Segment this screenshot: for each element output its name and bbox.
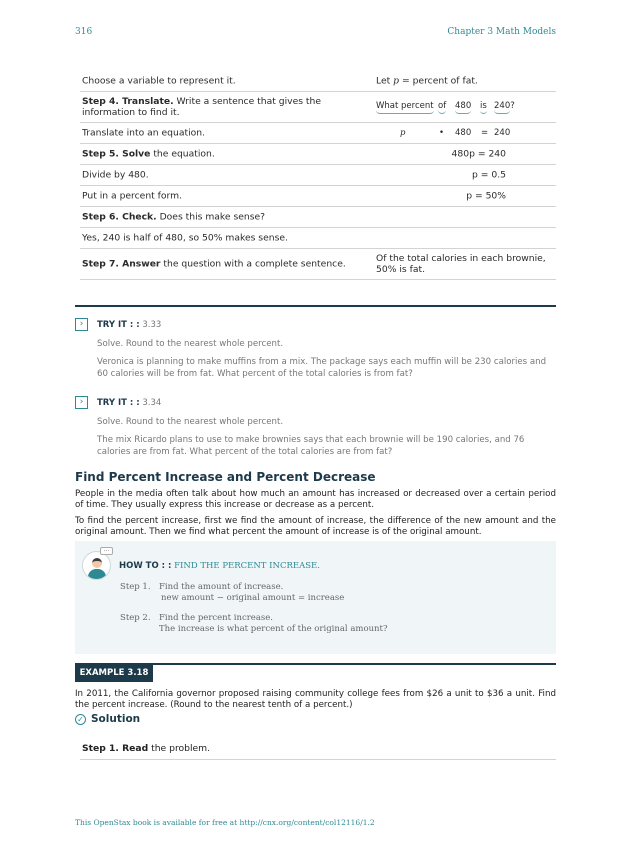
section-heading: Find Percent Increase and Percent Decrease	[75, 470, 376, 484]
speech-bubble-icon: ...	[100, 547, 113, 555]
eq-480: 480	[455, 128, 472, 138]
row-text: Put in a percent form.	[82, 190, 183, 202]
table-row	[80, 71, 556, 92]
eq-var: p	[400, 128, 406, 138]
try-it-title: TRY IT : : 3.33	[97, 320, 162, 330]
row-text: Translate into an equation.	[82, 127, 205, 139]
row-text: Yes, 240 is half of 480, so 50% makes sense.	[82, 232, 288, 244]
section-paragraph: People in the media often talk about how much an amount has increased or decreased over a certain period of time. They usually express this increase or decrease as a percent.	[75, 489, 556, 510]
avatar-icon	[82, 551, 111, 580]
check-circle-icon: ✓	[75, 714, 86, 725]
example-label: EXAMPLE 3.18	[75, 665, 153, 682]
chapter-title: Chapter 3 Math Models	[447, 27, 556, 37]
equation: p = 0.5	[472, 169, 506, 181]
table-row	[80, 144, 556, 165]
eq-240: 240	[494, 128, 511, 138]
row-text: Choose a variable to represent it.	[82, 75, 236, 87]
table-row	[80, 123, 556, 144]
row-text: Step 7. Answer the question with a complete sentence.	[82, 258, 346, 270]
row-text: Divide by 480.	[82, 169, 149, 181]
answer: Of the total calories in each brownie, 50% is fat.	[376, 253, 546, 275]
row-text: Step 5. Solve the equation.	[82, 148, 215, 160]
equation: p = 50%	[466, 190, 506, 202]
solution-step-1: Step 1. Read the problem.	[80, 740, 556, 760]
eq-times: •	[439, 128, 445, 138]
how-to-title: HOW TO : : FIND THE PERCENT INCREASE.	[119, 561, 320, 571]
steps-table	[80, 71, 556, 280]
let-statement: Let p = percent of fat.	[376, 75, 478, 87]
row-text: Step 6. Check. Does this make sense?	[82, 211, 266, 223]
table-row	[80, 165, 556, 186]
how-to-box: ... HOW TO : : FIND THE PERCENT INCREASE. Step 1. Find the amount of increase. new amount − original amount = increase Step 2. Find the percent increase. The increase is what percent of the original amount?	[75, 541, 556, 654]
try-it-instruction: Solve. Round to the nearest whole percent.	[97, 417, 284, 427]
equation: 480p = 240	[451, 148, 506, 160]
table-row: Step 4. Translate. Write a sentence that gives the information to find it. What percent of 480 is 240?	[80, 92, 556, 123]
eq-equals: =	[481, 128, 489, 138]
chevron-right-icon[interactable]: ›	[75, 318, 88, 331]
section-divider	[75, 305, 556, 307]
table-row	[80, 207, 556, 228]
chevron-right-icon[interactable]: ›	[75, 396, 88, 409]
table-row	[80, 249, 556, 280]
row-text: Step 4. Translate. Write a sentence that gives the information to find it.	[82, 96, 322, 118]
solution-heading: Solution	[91, 713, 141, 725]
footer-note: This OpenStax book is available for free at http://cnx.org/content/col12116/1.2	[75, 818, 375, 827]
try-it-problem: Veronica is planning to make muffins from a mix. The package says each muffin will be 230 calories and 60 calories will be from fat. What percent of the total calories is from fat?	[97, 357, 547, 379]
example-problem: In 2011, the California governor proposed raising community college fees from $26 a unit to $36 a unit. Find the percent increase. (Round to the nearest tenth of a percent.)	[75, 689, 556, 710]
table-row	[80, 228, 556, 249]
try-it-instruction: Solve. Round to the nearest whole percent.	[97, 339, 284, 349]
page-number: 316	[75, 27, 93, 37]
try-it-problem: The mix Ricardo plans to use to make brownies says that each brownie will be 190 calories, and 76 calories are from fat. What percent of the total calories are from fat?	[97, 435, 525, 457]
section-paragraph: To find the percent increase, first we find the amount of increase, the difference of the new amount and the original amount. Then we find what percent the amount of increase is of the original amount.	[75, 516, 556, 537]
try-it-title: TRY IT : : 3.34	[97, 398, 162, 408]
table-row	[80, 186, 556, 207]
